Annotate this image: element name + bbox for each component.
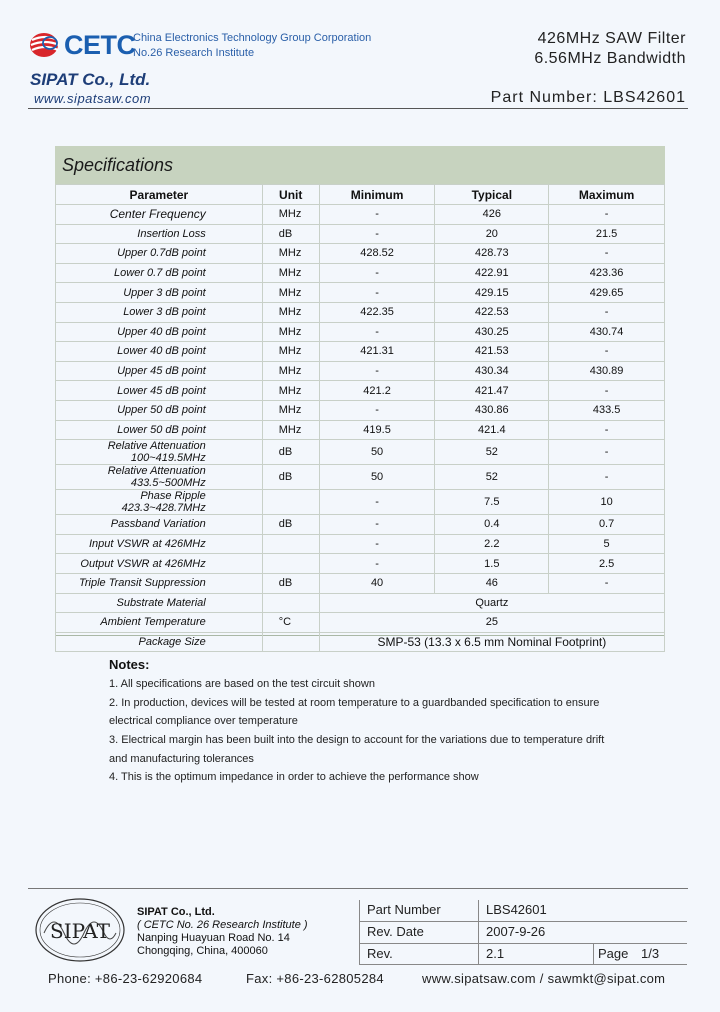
table-row	[56, 244, 665, 264]
table-row	[56, 534, 665, 554]
cell-param: Insertion Loss	[56, 224, 263, 244]
cell-max: 433.5	[549, 400, 665, 420]
cell-merged-value: Quartz	[319, 593, 664, 613]
footer-address-1: Nanping Huayuan Road No. 14	[137, 932, 290, 944]
footer-rev-date-label: Rev. Date	[367, 924, 424, 939]
cell-typ: 422.91	[435, 263, 549, 283]
cell-unit: MHz	[262, 205, 319, 225]
table-row	[56, 573, 665, 593]
cell-max: -	[549, 302, 665, 322]
cetc-logo-icon	[28, 30, 62, 60]
cell-param: Center Frequency	[56, 205, 263, 225]
table-row	[56, 302, 665, 322]
cell-min: 50	[319, 465, 435, 490]
cell-min: 419.5	[319, 420, 435, 440]
table-row	[56, 420, 665, 440]
footer-address-2: Chongqing, China, 400060	[137, 945, 268, 957]
footer-part-number-value: LBS42601	[486, 902, 547, 917]
footer-company: SIPAT Co., Ltd.	[137, 906, 215, 918]
note-line: 3. Electrical margin has been built into the design to account for the variations due to temperature drift	[109, 734, 605, 746]
footer-info-rule	[359, 943, 687, 944]
cell-param: Lower 45 dB point	[56, 381, 263, 401]
footer-page-label: Page	[598, 946, 629, 961]
cell-typ: 1.5	[435, 554, 549, 574]
table-row	[56, 490, 665, 515]
spec-table	[55, 184, 665, 652]
cell-max: 10	[549, 490, 665, 515]
cell-param: Phase Ripple 423.3~428.7MHz	[56, 490, 263, 515]
cell-param: Package Size	[56, 632, 263, 652]
footer-page-value: 1/3	[641, 946, 660, 961]
cell-typ: 430.34	[435, 361, 549, 381]
cell-typ: 428.73	[435, 244, 549, 264]
footer-phone: Phone: +86-23-62920684	[48, 971, 203, 986]
footer-web-email[interactable]: www.sipatsaw.com / sawmkt@sipat.com	[422, 971, 666, 986]
note-line: electrical compliance over temperature	[109, 715, 298, 727]
cell-min: 421.2	[319, 381, 435, 401]
table-row	[56, 440, 665, 465]
table-row	[56, 322, 665, 342]
cell-typ: 2.2	[435, 534, 549, 554]
cell-max: 2.5	[549, 554, 665, 574]
cell-unit: MHz	[262, 381, 319, 401]
cell-unit: dB	[262, 465, 319, 490]
cell-min: -	[319, 283, 435, 303]
col-header-typical: Typical	[435, 185, 549, 205]
cell-param: Lower 0.7 dB point	[56, 263, 263, 283]
col-header-unit: Unit	[262, 185, 319, 205]
cell-param: Relative Attenuation 100~419.5MHz	[56, 440, 263, 465]
website-link[interactable]: www.sipatsaw.com	[34, 91, 152, 106]
footer-fax: Fax: +86-23-62805284	[246, 971, 384, 986]
seal-text: SIPAT	[50, 919, 110, 943]
cell-min: -	[319, 554, 435, 574]
cell-min: 421.31	[319, 342, 435, 362]
cell-min: 50	[319, 440, 435, 465]
cell-typ: 426	[435, 205, 549, 225]
cell-min: -	[319, 515, 435, 535]
cell-param: Input VSWR at 426MHz	[56, 534, 263, 554]
footer-rev-label: Rev.	[367, 946, 393, 961]
cell-merged-value: 25	[319, 613, 664, 633]
col-header-maximum: Maximum	[549, 185, 665, 205]
cell-typ: 430.25	[435, 322, 549, 342]
cell-min: 40	[319, 573, 435, 593]
cell-param: Upper 3 dB point	[56, 283, 263, 303]
col-header-parameter: Parameter	[56, 185, 263, 205]
cell-param: Passband Variation	[56, 515, 263, 535]
cell-max: -	[549, 244, 665, 264]
note-line: 4. This is the optimum impedance in order to achieve the performance show	[109, 771, 479, 783]
product-bandwidth: 6.56MHz Bandwidth	[534, 50, 686, 67]
col-header-minimum: Minimum	[319, 185, 435, 205]
cell-min: -	[319, 400, 435, 420]
cell-typ: 421.53	[435, 342, 549, 362]
cell-max: 430.74	[549, 322, 665, 342]
cell-max: -	[549, 420, 665, 440]
cell-unit: MHz	[262, 283, 319, 303]
cell-max: 0.7	[549, 515, 665, 535]
cell-merged-value: SMP-53 (13.3 x 6.5 mm Nominal Footprint)	[319, 632, 664, 652]
cell-param: Relative Attenuation 433.5~500MHz	[56, 465, 263, 490]
table-row	[56, 613, 665, 633]
cell-unit	[262, 632, 319, 652]
cell-param: Upper 50 dB point	[56, 400, 263, 420]
note-line: and manufacturing tolerances	[109, 753, 254, 765]
table-row	[56, 263, 665, 283]
cell-unit: MHz	[262, 361, 319, 381]
cell-param: Triple Transit Suppression	[56, 573, 263, 593]
table-row	[56, 361, 665, 381]
cetc-logo-text: CETC	[64, 30, 136, 60]
spec-header-row	[56, 185, 665, 205]
cell-min: -	[319, 322, 435, 342]
cell-min: -	[319, 490, 435, 515]
cell-param: Lower 3 dB point	[56, 302, 263, 322]
cell-param: Upper 0.7dB point	[56, 244, 263, 264]
cell-typ: 0.4	[435, 515, 549, 535]
cell-max: 430.89	[549, 361, 665, 381]
table-row	[56, 205, 665, 225]
footer-info-rule	[359, 921, 687, 922]
cell-max: -	[549, 205, 665, 225]
cell-unit: MHz	[262, 342, 319, 362]
table-row	[56, 400, 665, 420]
cell-unit: MHz	[262, 302, 319, 322]
cell-max: 423.36	[549, 263, 665, 283]
notes-title: Notes:	[109, 657, 150, 672]
cell-typ: 430.86	[435, 400, 549, 420]
cell-param: Ambient Temperature	[56, 613, 263, 633]
header-divider	[28, 108, 688, 109]
cell-unit	[262, 554, 319, 574]
cell-min: -	[319, 534, 435, 554]
cell-typ: 46	[435, 573, 549, 593]
cell-typ: 20	[435, 224, 549, 244]
note-line: 1. All specifications are based on the test circuit shown	[109, 678, 375, 690]
cell-param: Upper 40 dB point	[56, 322, 263, 342]
cell-max: -	[549, 440, 665, 465]
product-title: 426MHz SAW Filter	[537, 30, 686, 47]
cell-param: Lower 40 dB point	[56, 342, 263, 362]
cell-unit: dB	[262, 224, 319, 244]
table-row	[56, 465, 665, 490]
cell-max: -	[549, 465, 665, 490]
cell-unit: MHz	[262, 322, 319, 342]
cell-max: 429.65	[549, 283, 665, 303]
cell-typ: 52	[435, 440, 549, 465]
footer-info-rule	[359, 964, 687, 965]
cell-max: 21.5	[549, 224, 665, 244]
cell-typ: 7.5	[435, 490, 549, 515]
cell-unit: MHz	[262, 400, 319, 420]
cell-min: -	[319, 224, 435, 244]
footer-part-number-label: Part Number	[367, 902, 441, 917]
table-row	[56, 632, 665, 652]
cell-param: Substrate Material	[56, 593, 263, 613]
cell-typ: 429.15	[435, 283, 549, 303]
cell-unit: MHz	[262, 263, 319, 283]
footer-institute: ( CETC No. 26 Research Institute )	[137, 919, 308, 931]
cell-unit	[262, 534, 319, 554]
table-row	[56, 224, 665, 244]
part-number-heading: Part Number: LBS42601	[490, 89, 686, 106]
table-row	[56, 342, 665, 362]
footer-info-divider	[359, 900, 360, 964]
footer-rev-date-value: 2007-9-26	[486, 924, 546, 939]
company-name: SIPAT Co., Ltd.	[30, 70, 151, 89]
cell-param: Upper 45 dB point	[56, 361, 263, 381]
cell-min: -	[319, 205, 435, 225]
table-row	[56, 381, 665, 401]
cell-unit: dB	[262, 515, 319, 535]
cell-max: -	[549, 342, 665, 362]
cell-min: 422.35	[319, 302, 435, 322]
footer-rev-value: 2.1	[486, 946, 505, 961]
footer-divider	[28, 888, 688, 889]
cell-unit: dB	[262, 440, 319, 465]
table-row	[56, 554, 665, 574]
table-row	[56, 593, 665, 613]
cell-typ: 421.47	[435, 381, 549, 401]
cell-typ: 52	[435, 465, 549, 490]
cell-unit	[262, 593, 319, 613]
table-row	[56, 283, 665, 303]
org-line-2: No.26 Research Institute	[133, 47, 255, 59]
sipat-seal-icon	[34, 897, 126, 963]
footer-info-divider	[593, 943, 594, 964]
cell-param: Output VSWR at 426MHz	[56, 554, 263, 574]
cell-min: -	[319, 263, 435, 283]
cell-typ: 422.53	[435, 302, 549, 322]
note-line: 2. In production, devices will be tested at room temperature to a guardbanded specification to ensure	[109, 697, 600, 709]
cell-max: -	[549, 381, 665, 401]
table-row	[56, 515, 665, 535]
cell-min: 428.52	[319, 244, 435, 264]
cell-typ: 421.4	[435, 420, 549, 440]
cell-unit: MHz	[262, 420, 319, 440]
cell-param: Lower 50 dB point	[56, 420, 263, 440]
cell-unit: °C	[262, 613, 319, 633]
cell-unit	[262, 490, 319, 515]
spec-title: Specifications	[62, 155, 174, 175]
cell-max: -	[549, 573, 665, 593]
org-line-1: China Electronics Technology Group Corporation	[133, 32, 372, 44]
cell-unit: dB	[262, 573, 319, 593]
footer-info-divider	[478, 900, 479, 964]
cell-max: 5	[549, 534, 665, 554]
cell-min: -	[319, 361, 435, 381]
cell-unit: MHz	[262, 244, 319, 264]
